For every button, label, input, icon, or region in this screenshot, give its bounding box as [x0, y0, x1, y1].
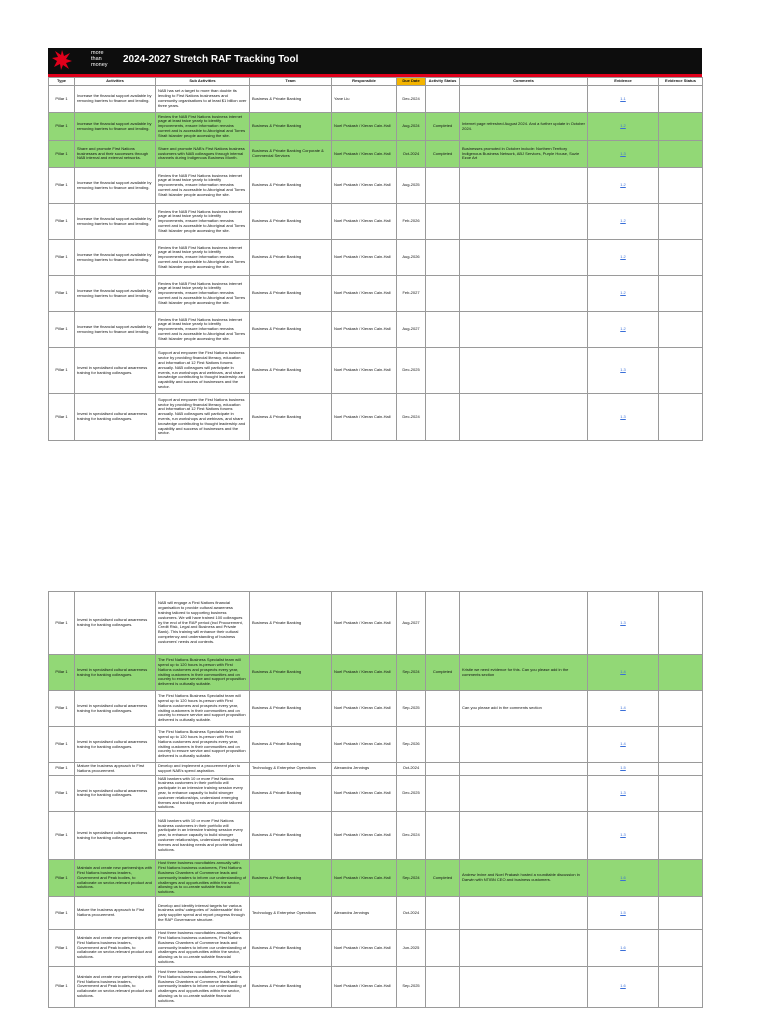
- status-cell[interactable]: [426, 930, 460, 967]
- column-header[interactable]: Team: [250, 78, 332, 86]
- evidence-cell[interactable]: [588, 348, 659, 394]
- activity-cell[interactable]: Invest in specialised cultural awareness training for banking colleagues.: [75, 655, 156, 691]
- status-cell[interactable]: Completed: [426, 113, 460, 141]
- evidence-cell[interactable]: [588, 775, 659, 812]
- status-cell[interactable]: [426, 691, 460, 727]
- team-cell[interactable]: Business & Private Banking: [250, 168, 332, 204]
- evidence-link[interactable]: 1.4: [620, 669, 626, 675]
- table-row[interactable]: [49, 348, 703, 394]
- evidence-status-cell[interactable]: [659, 897, 703, 930]
- evidence-status-cell[interactable]: [659, 812, 703, 860]
- team-cell[interactable]: Business & Private Banking: [250, 86, 332, 113]
- due-date-cell[interactable]: Sep-2026: [397, 727, 426, 763]
- responsible-cell[interactable]: Noel Prakash / Kieran Cain-Hall: [332, 930, 397, 967]
- due-date-cell[interactable]: Dec-2024: [397, 86, 426, 113]
- table-row[interactable]: [49, 775, 703, 812]
- column-header-row: [49, 78, 703, 86]
- header-banner: [48, 48, 702, 74]
- responsible-cell[interactable]: Noel Prakash / Kieran Cain-Hall: [332, 276, 397, 312]
- type-cell[interactable]: Pillar 1: [49, 897, 75, 930]
- evidence-cell[interactable]: [588, 897, 659, 930]
- evidence-status-cell[interactable]: [659, 276, 703, 312]
- table-row[interactable]: [49, 204, 703, 240]
- sub-activity-cell[interactable]: Review the NAB First Nations business internet page at least twice yearly to identify improvements, ensure information remains current and is accessible to Aboriginal and Torres Strait Islander people accessing the site.: [156, 113, 250, 141]
- comments-cell[interactable]: [460, 763, 588, 776]
- evidence-link[interactable]: 1.3: [620, 619, 626, 625]
- evidence-link[interactable]: 1.4: [620, 705, 626, 711]
- sub-activity-cell[interactable]: Support and empower the First Nations business sector by providing financial literacy, education and information at 12 First Nations forums annually. NAB colleagues will participate in events, run workshops and webinars, and share knowledge contributing to thought leadership and capability and success of businesses and the sector.: [156, 394, 250, 441]
- sub-activity-cell[interactable]: The First Nations Business Specialist team will spend up to 120 hours in-person with First Nations customers and prospects every year, visiting customers in their communities and on country to ensure service and support proposition delivered is culturally suitable.: [156, 727, 250, 763]
- evidence-status-cell[interactable]: [659, 966, 703, 1007]
- evidence-status-cell[interactable]: [659, 763, 703, 776]
- page-title: 2024-2027 Stretch RAF Tracking Tool: [123, 54, 299, 65]
- comments-cell[interactable]: [460, 276, 588, 312]
- activity-cell[interactable]: Increase the financial support available by removing barriers to finance and lending.: [75, 86, 156, 113]
- comments-cell[interactable]: [460, 727, 588, 763]
- status-cell[interactable]: Completed: [426, 860, 460, 897]
- activity-cell[interactable]: Mature the business approach to First Nations procurement.: [75, 897, 156, 930]
- evidence-cell[interactable]: [588, 592, 659, 655]
- sub-activity-cell[interactable]: Share and promote NAB's First Nations business customers with NAB colleagues through internal channels during Indigenous Business Month.: [156, 141, 250, 168]
- sub-activity-cell[interactable]: NAB bankers with 10 or more First Nations business customers in their portfolio will participate in an intensive training session every year, to enhance capacity to build stronger customer relationships, understand emerging themes and banking needs and provide tailored solutions.: [156, 775, 250, 812]
- type-cell[interactable]: Pillar 1: [49, 348, 75, 394]
- status-cell[interactable]: [426, 204, 460, 240]
- comments-cell[interactable]: [460, 966, 588, 1007]
- comments-cell[interactable]: [460, 394, 588, 441]
- evidence-status-cell[interactable]: [659, 930, 703, 967]
- team-cell[interactable]: Business & Private Banking: [250, 592, 332, 655]
- responsible-cell[interactable]: Noel Prakash / Kieran Cain-Hall: [332, 394, 397, 441]
- activity-cell[interactable]: Increase the financial support available by removing barriers to finance and lending.: [75, 312, 156, 348]
- due-date-cell[interactable]: Aug-2027: [397, 592, 426, 655]
- type-cell[interactable]: Pillar 1: [49, 763, 75, 776]
- evidence-cell[interactable]: [588, 86, 659, 113]
- comments-cell[interactable]: [460, 240, 588, 276]
- evidence-cell[interactable]: [588, 141, 659, 168]
- table-row[interactable]: [49, 655, 703, 691]
- evidence-link[interactable]: 1.3: [620, 150, 626, 156]
- sub-activity-cell[interactable]: Review the NAB First Nations business internet page at least twice yearly to identify improvements, ensure information remains current and is accessible to Aboriginal and Torres Strait Islander people accessing the site.: [156, 312, 250, 348]
- status-cell[interactable]: [426, 348, 460, 394]
- status-cell[interactable]: [426, 763, 460, 776]
- type-cell[interactable]: Pillar 1: [49, 592, 75, 655]
- responsible-cell[interactable]: Noel Prakash / Kieran Cain-Hall: [332, 113, 397, 141]
- team-cell[interactable]: Business & Private Banking: [250, 655, 332, 691]
- evidence-status-cell[interactable]: [659, 168, 703, 204]
- sub-activity-cell[interactable]: Host three business roundtables annually with First Nations business customers, First Nations Business Chambers of Commerce leads and community leaders to inform our understanding of challenges and opportunities within the sector, allowing us to co-create suitable financial solutions.: [156, 860, 250, 897]
- due-date-cell[interactable]: Oct-2024: [397, 897, 426, 930]
- sub-activity-cell[interactable]: Support and empower the First Nations business sector by providing financial literacy, education and information at 12 First Nations forums annually. NAB colleagues will participate in events, run workshops and webinars, and share knowledge contributing to thought leadership and capability and success of businesses and the sector.: [156, 348, 250, 394]
- activity-cell[interactable]: Share and promote First Nations businesses and their successes through NAB internal and external networks.: [75, 141, 156, 168]
- due-date-cell[interactable]: Dec-2024: [397, 812, 426, 860]
- responsible-cell[interactable]: Noel Prakash / Kieran Cain-Hall: [332, 168, 397, 204]
- evidence-link[interactable]: 1.5: [620, 765, 626, 771]
- activity-cell[interactable]: Invest in specialised cultural awareness training for banking colleagues.: [75, 727, 156, 763]
- team-cell[interactable]: Business & Private Banking: [250, 113, 332, 141]
- evidence-status-cell[interactable]: [659, 727, 703, 763]
- status-cell[interactable]: [426, 897, 460, 930]
- evidence-link[interactable]: 1.3: [620, 832, 626, 838]
- team-cell[interactable]: Business & Private Banking: [250, 966, 332, 1007]
- team-cell[interactable]: Business & Private Banking: [250, 348, 332, 394]
- activity-cell[interactable]: Maintain and create new partnerships with First Nations business leaders, Government and Peak bodies, to collaborate on sector-relevant product and solutions.: [75, 966, 156, 1007]
- team-cell[interactable]: Business & Private Banking: [250, 312, 332, 348]
- team-cell[interactable]: Business & Private Banking: [250, 276, 332, 312]
- column-header[interactable]: Sub Activities: [156, 78, 250, 86]
- comments-cell[interactable]: Internet page refreshed August 2024. And a further update in October 2024.: [460, 113, 588, 141]
- evidence-status-cell[interactable]: [659, 860, 703, 897]
- table-row[interactable]: [49, 312, 703, 348]
- comments-cell[interactable]: [460, 168, 588, 204]
- type-cell[interactable]: Pillar 1: [49, 655, 75, 691]
- table-row[interactable]: [49, 276, 703, 312]
- responsible-cell[interactable]: Noel Prakash / Kieran Cain-Hall: [332, 312, 397, 348]
- responsible-cell[interactable]: Yane Liu: [332, 86, 397, 113]
- evidence-cell[interactable]: [588, 930, 659, 967]
- activity-cell[interactable]: Invest in specialised cultural awareness training for banking colleagues.: [75, 348, 156, 394]
- activity-cell[interactable]: Increase the financial support available by removing barriers to finance and lending.: [75, 204, 156, 240]
- table-row[interactable]: [49, 727, 703, 763]
- table-row[interactable]: [49, 394, 703, 441]
- table-row[interactable]: [49, 763, 703, 776]
- activity-cell[interactable]: Mature the business approach to First Nations procurement.: [75, 763, 156, 776]
- evidence-link[interactable]: 1.3: [620, 789, 626, 795]
- activity-cell[interactable]: Increase the financial support available by removing barriers to finance and lending.: [75, 113, 156, 141]
- evidence-status-cell[interactable]: [659, 592, 703, 655]
- activity-cell[interactable]: Invest in specialised cultural awareness training for banking colleagues.: [75, 691, 156, 727]
- table-row[interactable]: [49, 812, 703, 860]
- tracking-table: [48, 77, 703, 441]
- due-date-cell[interactable]: Dec-2025: [397, 775, 426, 812]
- comments-cell[interactable]: [460, 204, 588, 240]
- column-header[interactable]: Evidence: [588, 78, 659, 86]
- sub-activity-cell[interactable]: Review the NAB First Nations business internet page at least twice yearly to identify improvements, ensure information remains current and is accessible to Aboriginal and Torres Strait Islander people accessing the site.: [156, 204, 250, 240]
- sub-activity-cell[interactable]: Review the NAB First Nations business internet page at least twice yearly to identify improvements, ensure information remains current and is accessible to Aboriginal and Torres Strait Islander people accessing the site.: [156, 240, 250, 276]
- responsible-cell[interactable]: Noel Prakash / Kieran Cain-Hall: [332, 592, 397, 655]
- type-cell[interactable]: Pillar 1: [49, 860, 75, 897]
- responsible-cell[interactable]: Alexandra Jennings: [332, 897, 397, 930]
- responsible-cell[interactable]: Noel Prakash / Kieran Cain-Hall: [332, 348, 397, 394]
- status-cell[interactable]: [426, 812, 460, 860]
- evidence-status-cell[interactable]: [659, 86, 703, 113]
- team-cell[interactable]: Business & Private Banking: [250, 240, 332, 276]
- responsible-cell[interactable]: Noel Prakash / Kieran Cain-Hall: [332, 812, 397, 860]
- activity-cell[interactable]: Invest in specialised cultural awareness training for banking colleagues.: [75, 394, 156, 441]
- evidence-cell[interactable]: [588, 312, 659, 348]
- status-cell[interactable]: [426, 86, 460, 113]
- tracking-table: [48, 591, 703, 1008]
- sub-activity-cell[interactable]: NAB has set a target to more than double its lending to First Nations businesses and community organisations to at least $1 billion over three years.: [156, 86, 250, 113]
- comments-cell[interactable]: [460, 775, 588, 812]
- type-cell[interactable]: Pillar 1: [49, 141, 75, 168]
- due-date-cell[interactable]: Sep-2024: [397, 655, 426, 691]
- evidence-link[interactable]: 1.1: [620, 95, 626, 101]
- team-cell[interactable]: Business & Private Banking: [250, 204, 332, 240]
- responsible-cell[interactable]: Noel Prakash / Kieran Cain-Hall: [332, 691, 397, 727]
- comments-cell[interactable]: [460, 312, 588, 348]
- table-row[interactable]: [49, 113, 703, 141]
- comments-cell[interactable]: [460, 86, 588, 113]
- table-row[interactable]: [49, 592, 703, 655]
- evidence-link[interactable]: 1.4: [620, 741, 626, 747]
- activity-cell[interactable]: Invest in specialised cultural awareness training for banking colleagues.: [75, 775, 156, 812]
- evidence-cell[interactable]: [588, 966, 659, 1007]
- due-date-cell[interactable]: Aug-2026: [397, 240, 426, 276]
- status-cell[interactable]: Completed: [426, 655, 460, 691]
- evidence-status-cell[interactable]: [659, 348, 703, 394]
- tracking-sheet-bottom: [48, 591, 702, 1008]
- type-cell[interactable]: Pillar 1: [49, 775, 75, 812]
- status-cell[interactable]: [426, 394, 460, 441]
- sub-activity-cell[interactable]: The First Nations Business Specialist team will spend up to 120 hours in-person with First Nations customers and prospects every year, visiting customers in their communities and on country to ensure service and support proposition delivered is culturally suitable.: [156, 691, 250, 727]
- comments-cell[interactable]: [460, 592, 588, 655]
- sub-activity-cell[interactable]: Review the NAB First Nations business internet page at least twice yearly to identify improvements, ensure information remains current and is accessible to Aboriginal and Torres Strait Islander people accessing the site.: [156, 276, 250, 312]
- comments-cell[interactable]: [460, 348, 588, 394]
- type-cell[interactable]: Pillar 1: [49, 168, 75, 204]
- sub-activity-cell[interactable]: NAB will engage a First Nations financial organisation to provide cultural awareness training tailored to supporting business customers. We will have trained 100 colleagues by the end of the RAP period (incl Procurement, Credit Risk, Legal and Business and Private Bank). This training will enhance their cultural competency and understanding of business customers' needs and contexts.: [156, 592, 250, 655]
- due-date-cell[interactable]: Sep-2024: [397, 860, 426, 897]
- evidence-link[interactable]: 1.2: [620, 123, 626, 129]
- brand-line: money: [91, 61, 108, 68]
- activity-cell[interactable]: Increase the financial support available by removing barriers to finance and lending.: [75, 168, 156, 204]
- column-header[interactable]: Due Date: [397, 78, 426, 86]
- due-date-cell[interactable]: Oct-2024: [397, 763, 426, 776]
- responsible-cell[interactable]: Noel Prakash / Kieran Cain-Hall: [332, 775, 397, 812]
- evidence-link[interactable]: 1.5: [620, 909, 626, 915]
- table-row[interactable]: [49, 860, 703, 897]
- evidence-status-cell[interactable]: [659, 775, 703, 812]
- responsible-cell[interactable]: Noel Prakash / Kieran Cain-Hall: [332, 141, 397, 168]
- status-cell[interactable]: [426, 727, 460, 763]
- team-cell[interactable]: Business & Private Banking: [250, 691, 332, 727]
- type-cell[interactable]: Pillar 1: [49, 86, 75, 113]
- type-cell[interactable]: Pillar 1: [49, 312, 75, 348]
- responsible-cell[interactable]: Alexandra Jennings: [332, 763, 397, 776]
- evidence-status-cell[interactable]: [659, 312, 703, 348]
- sub-activity-cell[interactable]: Host three business roundtables annually with First Nations business customers, First Nations Business Chambers of Commerce leads and community leaders to inform our understanding of challenges and opportunities within the sector, allowing us to co-create suitable financial solutions.: [156, 930, 250, 967]
- due-date-cell[interactable]: Dec-2025: [397, 348, 426, 394]
- status-cell[interactable]: [426, 966, 460, 1007]
- evidence-cell[interactable]: [588, 860, 659, 897]
- due-date-cell[interactable]: Jun-2025: [397, 930, 426, 967]
- responsible-cell[interactable]: Noel Prakash / Kieran Cain-Hall: [332, 727, 397, 763]
- evidence-status-cell[interactable]: [659, 691, 703, 727]
- comments-cell[interactable]: [460, 930, 588, 967]
- evidence-status-cell[interactable]: [659, 240, 703, 276]
- evidence-link[interactable]: 1.2: [620, 182, 626, 188]
- due-date-cell[interactable]: Oct-2024: [397, 141, 426, 168]
- status-cell[interactable]: [426, 276, 460, 312]
- responsible-cell[interactable]: Noel Prakash / Kieran Cain-Hall: [332, 655, 397, 691]
- sub-activity-cell[interactable]: Develop and implement a procurement plan to support NAB's spend aspiration.: [156, 763, 250, 776]
- evidence-status-cell[interactable]: [659, 113, 703, 141]
- evidence-cell[interactable]: [588, 168, 659, 204]
- evidence-link[interactable]: 1.6: [620, 874, 626, 880]
- column-header[interactable]: Evidence Status: [659, 78, 703, 86]
- due-date-cell[interactable]: Sep-2025: [397, 966, 426, 1007]
- team-cell[interactable]: Business & Private Banking: [250, 727, 332, 763]
- team-cell[interactable]: Technology & Enterprise Operations: [250, 763, 332, 776]
- comments-cell[interactable]: Andrew Irvine and Noel Prakash hosted a roundtable discussion in Darwin with NTIBN CEO and business customers.: [460, 860, 588, 897]
- type-cell[interactable]: Pillar 1: [49, 276, 75, 312]
- team-cell[interactable]: Business & Private Banking: [250, 394, 332, 441]
- column-header[interactable]: Type: [49, 78, 75, 86]
- due-date-cell[interactable]: Aug-2024: [397, 113, 426, 141]
- star-logo-icon: [52, 50, 72, 70]
- sub-activity-cell[interactable]: Develop and identify internal targets for various business units/ categories of 'addressable' third party supplier spend and report progress through the RAP Governance structure.: [156, 897, 250, 930]
- team-cell[interactable]: Business & Private Banking: [250, 775, 332, 812]
- due-date-cell[interactable]: Dec-2024: [397, 394, 426, 441]
- table-row[interactable]: [49, 141, 703, 168]
- status-cell[interactable]: [426, 168, 460, 204]
- evidence-cell[interactable]: [588, 812, 659, 860]
- evidence-cell[interactable]: [588, 113, 659, 141]
- type-cell[interactable]: Pillar 1: [49, 113, 75, 141]
- responsible-cell[interactable]: Noel Prakash / Kieran Cain-Hall: [332, 860, 397, 897]
- team-cell[interactable]: Business & Private Banking: [250, 930, 332, 967]
- brand-wordmark: [91, 51, 108, 68]
- evidence-cell[interactable]: [588, 763, 659, 776]
- sub-activity-cell[interactable]: Host three business roundtables annually with First Nations business customers, First Nations Business Chambers of Commerce leads and community leaders to inform our understanding of challenges and opportunities within the sector, allowing us to co-create suitable financial solutions.: [156, 966, 250, 1007]
- status-cell[interactable]: [426, 240, 460, 276]
- team-cell[interactable]: Business & Private Banking: [250, 812, 332, 860]
- type-cell[interactable]: Pillar 1: [49, 691, 75, 727]
- responsible-cell[interactable]: Noel Prakash / Kieran Cain-Hall: [332, 240, 397, 276]
- evidence-link[interactable]: 1.3: [620, 367, 626, 373]
- column-header[interactable]: Activities: [75, 78, 156, 86]
- evidence-link[interactable]: 1.2: [620, 326, 626, 332]
- type-cell[interactable]: Pillar 1: [49, 727, 75, 763]
- due-date-cell[interactable]: Aug-2027: [397, 312, 426, 348]
- evidence-link[interactable]: 1.2: [620, 218, 626, 224]
- tracking-sheet-top: [48, 48, 702, 441]
- activity-cell[interactable]: Increase the financial support available by removing barriers to finance and lending.: [75, 240, 156, 276]
- brand-line: more: [91, 50, 104, 56]
- table-row[interactable]: [49, 86, 703, 113]
- brand-line: than: [91, 55, 102, 62]
- status-cell[interactable]: [426, 592, 460, 655]
- status-cell[interactable]: [426, 312, 460, 348]
- evidence-link[interactable]: 1.3: [620, 413, 626, 419]
- team-cell[interactable]: Business & Private Banking: [250, 860, 332, 897]
- activity-cell[interactable]: Maintain and create new partnerships with First Nations business leaders, Government and Peak bodies, to collaborate on sector-relevant product and solutions.: [75, 930, 156, 967]
- activity-cell[interactable]: Invest in specialised cultural awareness training for banking colleagues.: [75, 592, 156, 655]
- table-row[interactable]: [49, 168, 703, 204]
- evidence-cell[interactable]: [588, 655, 659, 691]
- table-row[interactable]: [49, 897, 703, 930]
- sub-activity-cell[interactable]: Review the NAB First Nations business internet page at least twice yearly to identify improvements, ensure information remains current and is accessible to Aboriginal and Torres Strait Islander people accessing the site.: [156, 168, 250, 204]
- evidence-cell[interactable]: [588, 276, 659, 312]
- column-header[interactable]: Activity Status: [426, 78, 460, 86]
- comments-cell[interactable]: Can you please add in the comments section: [460, 691, 588, 727]
- sub-activity-cell[interactable]: The First Nations Business Specialist team will spend up to 120 hours in-person with First Nations customers and prospects every year, visiting customers in their communities and on country to ensure service and support proposition delivered is culturally suitable.: [156, 655, 250, 691]
- evidence-link[interactable]: 1.6: [620, 944, 626, 950]
- table-row[interactable]: [49, 966, 703, 1007]
- type-cell[interactable]: Pillar 1: [49, 812, 75, 860]
- type-cell[interactable]: Pillar 1: [49, 204, 75, 240]
- table-row[interactable]: [49, 240, 703, 276]
- table-row[interactable]: [49, 930, 703, 967]
- evidence-cell[interactable]: [588, 240, 659, 276]
- comments-cell[interactable]: [460, 812, 588, 860]
- activity-cell[interactable]: Increase the financial support available by removing barriers to finance and lending.: [75, 276, 156, 312]
- evidence-cell[interactable]: [588, 394, 659, 441]
- comments-cell[interactable]: Businesses promoted in October include: Northern Territory Indigenous Business Network, ABJ Services, Purple House, Suzie Ezoe Art: [460, 141, 588, 168]
- due-date-cell[interactable]: Sep-2025: [397, 691, 426, 727]
- due-date-cell[interactable]: Aug-2025: [397, 168, 426, 204]
- column-header[interactable]: Responsible: [332, 78, 397, 86]
- evidence-link[interactable]: 1.2: [620, 290, 626, 296]
- evidence-link[interactable]: 1.6: [620, 983, 626, 989]
- evidence-link[interactable]: 1.2: [620, 254, 626, 260]
- type-cell[interactable]: Pillar 1: [49, 394, 75, 441]
- evidence-cell[interactable]: [588, 691, 659, 727]
- evidence-cell[interactable]: [588, 204, 659, 240]
- due-date-cell[interactable]: Feb-2026: [397, 204, 426, 240]
- activity-cell[interactable]: Invest in specialised cultural awareness training for banking colleagues.: [75, 812, 156, 860]
- team-cell[interactable]: Business & Private Banking Corporate & Commercial Services: [250, 141, 332, 168]
- team-cell[interactable]: Technology & Enterprise Operations: [250, 897, 332, 930]
- comments-cell[interactable]: Kristie we need evidence for this. Can you please add in the comments section: [460, 655, 588, 691]
- evidence-status-cell[interactable]: [659, 394, 703, 441]
- type-cell[interactable]: Pillar 1: [49, 966, 75, 1007]
- evidence-status-cell[interactable]: [659, 655, 703, 691]
- comments-cell[interactable]: [460, 897, 588, 930]
- status-cell[interactable]: Completed: [426, 141, 460, 168]
- type-cell[interactable]: Pillar 1: [49, 240, 75, 276]
- evidence-status-cell[interactable]: [659, 204, 703, 240]
- column-header[interactable]: Comments: [460, 78, 588, 86]
- type-cell[interactable]: Pillar 1: [49, 930, 75, 967]
- evidence-cell[interactable]: [588, 727, 659, 763]
- responsible-cell[interactable]: Noel Prakash / Kieran Cain-Hall: [332, 966, 397, 1007]
- sub-activity-cell[interactable]: NAB bankers with 10 or more First Nations business customers in their portfolio will participate in an intensive training session every year, to enhance capacity to build stronger customer relationships, understand emerging themes and banking needs and provide tailored solutions.: [156, 812, 250, 860]
- activity-cell[interactable]: Maintain and create new partnerships with First Nations business leaders, Government and Peak bodies, to collaborate on sector-relevant product and solutions.: [75, 860, 156, 897]
- status-cell[interactable]: [426, 775, 460, 812]
- responsible-cell[interactable]: Noel Prakash / Kieran Cain-Hall: [332, 204, 397, 240]
- table-row[interactable]: [49, 691, 703, 727]
- evidence-status-cell[interactable]: [659, 141, 703, 168]
- due-date-cell[interactable]: Feb-2027: [397, 276, 426, 312]
